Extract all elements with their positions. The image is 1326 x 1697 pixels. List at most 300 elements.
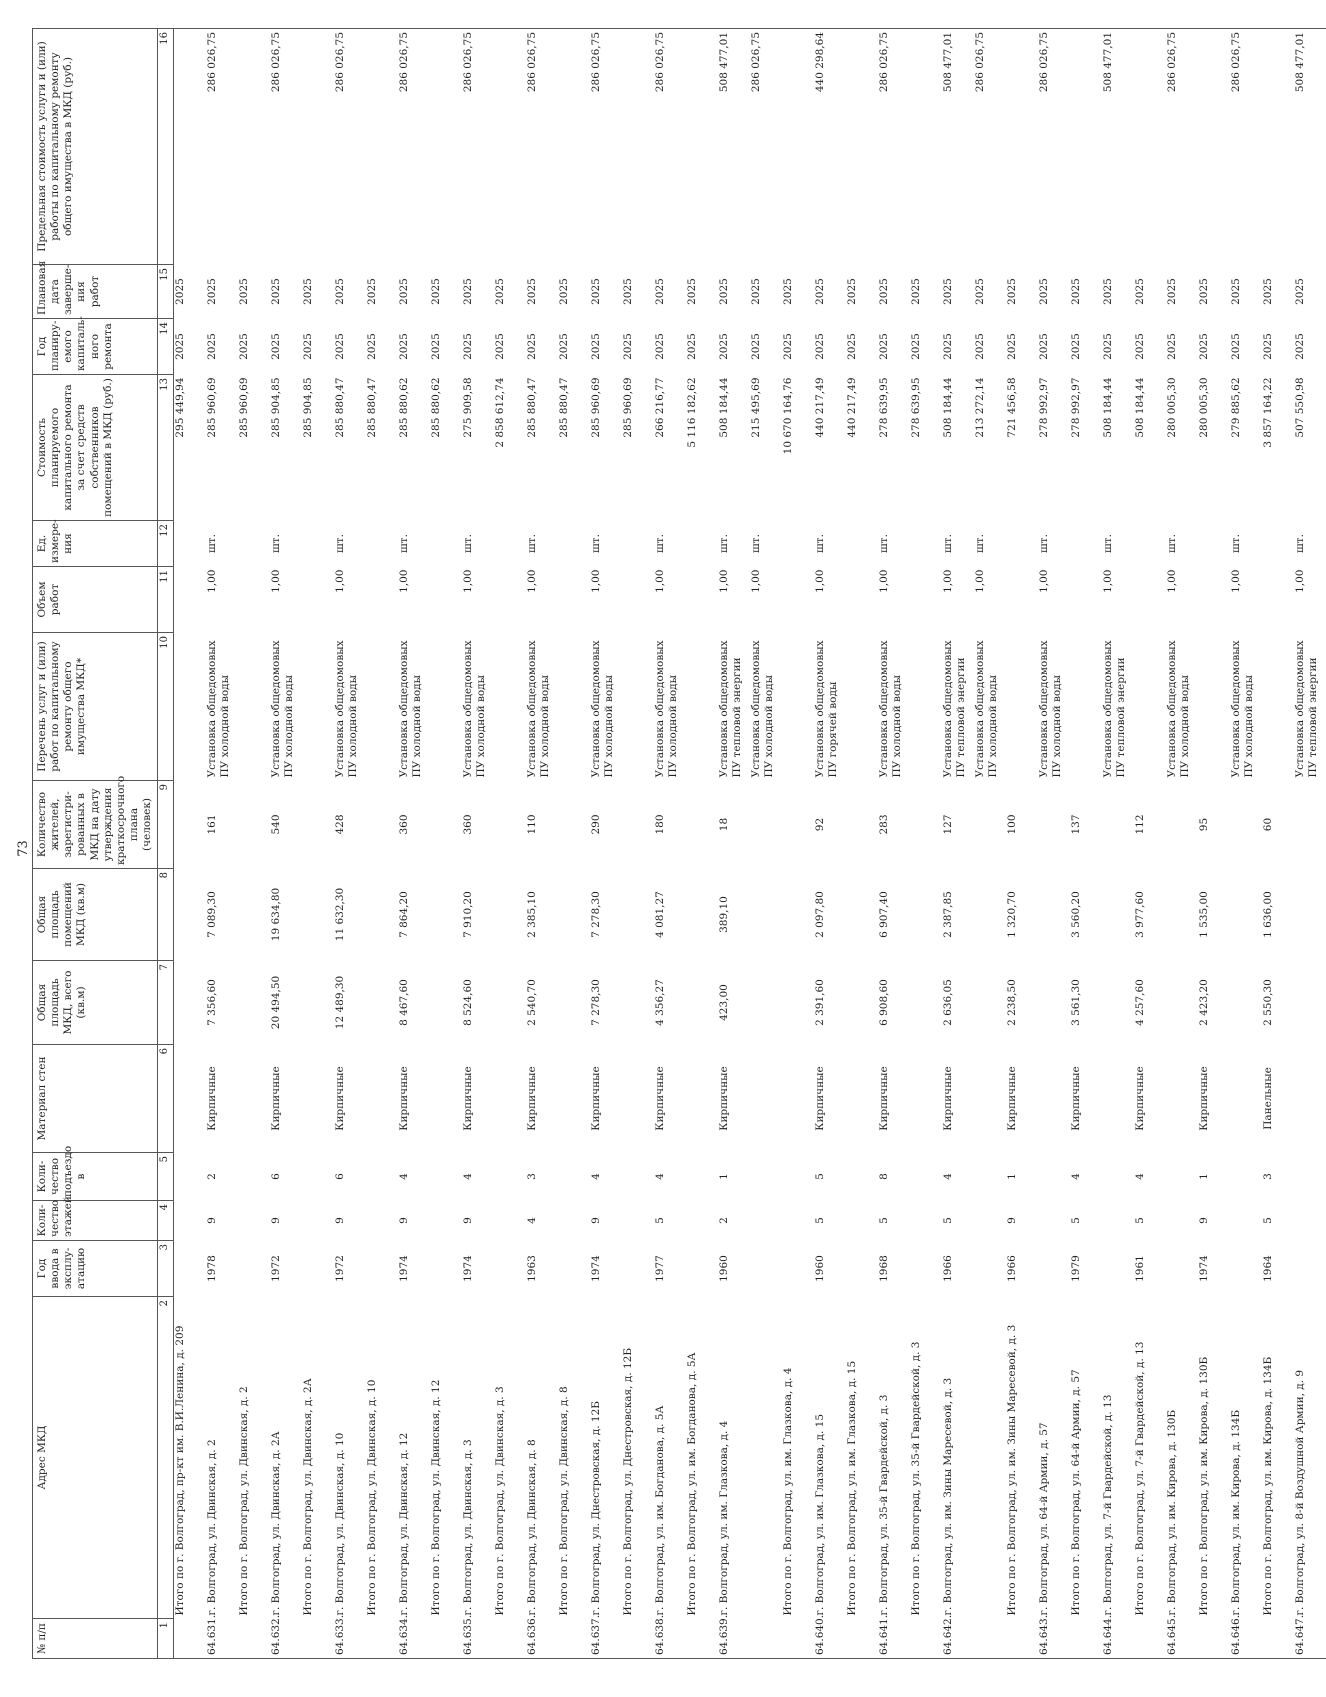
limit-cell bbox=[558, 29, 590, 265]
entrances-cell bbox=[173, 1153, 206, 1201]
area-premises-cell: 3 560,20 bbox=[1069, 891, 1082, 938]
unit-cell bbox=[238, 521, 270, 567]
area-total-cell bbox=[1230, 961, 1262, 1045]
volume-cell bbox=[686, 567, 718, 633]
col-header-residents: Количество жителей, зарегистри-рованных в МКД на дату утверждения краткосрочного плана (человек) bbox=[33, 781, 158, 869]
year-cell: 1974 bbox=[397, 1255, 410, 1282]
floors-cell: 9 bbox=[1197, 1217, 1210, 1224]
limit-cell: 286 026,75 bbox=[974, 29, 1006, 265]
plan-year-cell: 2025 bbox=[589, 333, 602, 360]
table-row bbox=[1006, 29, 1038, 1659]
year-cell: 1972 bbox=[269, 1255, 282, 1282]
address-cell bbox=[974, 1297, 1006, 1619]
area-total-cell bbox=[622, 961, 654, 1045]
material-cell bbox=[782, 1045, 814, 1153]
work-cell bbox=[173, 633, 206, 781]
end-year-cell: 2025 bbox=[1165, 278, 1178, 305]
entrances-cell bbox=[558, 1153, 590, 1201]
floors-cell: 5 bbox=[1133, 1217, 1146, 1224]
limit-cell bbox=[494, 29, 526, 265]
col-number: 5 bbox=[158, 1153, 174, 1201]
area-premises-cell: 7 089,30 bbox=[205, 891, 218, 938]
address-cell: г. Волгоград, ул. Двинская, д. 3 bbox=[461, 1439, 474, 1616]
limit-cell bbox=[1198, 29, 1230, 265]
end-year-cell: 2025 bbox=[237, 278, 250, 305]
address-cell: Итого по г. Волгоград, ул. им. Кирова, д. 134Б bbox=[1261, 1356, 1274, 1616]
cost-cell: 285 904,85 bbox=[301, 377, 314, 438]
row-number bbox=[1262, 1619, 1294, 1659]
limit-cell: 508 477,01 bbox=[1102, 29, 1134, 265]
floors-cell bbox=[1038, 1201, 1070, 1241]
unit-cell: шт. bbox=[813, 534, 826, 553]
row-number bbox=[366, 1619, 398, 1659]
floors-cell bbox=[1166, 1201, 1198, 1241]
residents-cell bbox=[1166, 781, 1198, 869]
address-cell: г. Волгоград, ул. Двинская, д. 12 bbox=[397, 1432, 410, 1616]
row-number: 64.632. bbox=[270, 1619, 302, 1659]
area-premises-cell: 3 977,60 bbox=[1133, 891, 1146, 938]
end-year-cell: 2025 bbox=[1133, 278, 1146, 305]
unit-cell bbox=[302, 521, 334, 567]
material-cell: Кирпичные bbox=[397, 1066, 410, 1131]
unit-cell: шт. bbox=[941, 534, 954, 553]
table-row bbox=[270, 29, 302, 1659]
area-premises-cell bbox=[430, 869, 462, 961]
year-cell: 1974 bbox=[461, 1255, 474, 1282]
end-year-cell: 2025 bbox=[429, 278, 442, 305]
unit-cell bbox=[173, 521, 206, 567]
plan-year-cell: 2025 bbox=[653, 333, 666, 360]
page-number: 73 bbox=[16, 840, 31, 857]
table-row bbox=[334, 29, 366, 1659]
floors-cell: 9 bbox=[333, 1217, 346, 1224]
area-premises-cell: 7 278,30 bbox=[589, 891, 602, 938]
table-row bbox=[1070, 29, 1102, 1659]
end-year-cell: 2025 bbox=[685, 278, 698, 305]
plan-year-cell: 2025 bbox=[909, 333, 922, 360]
table-row bbox=[846, 29, 878, 1659]
col-number: 11 bbox=[158, 567, 174, 633]
entrances-cell: 4 bbox=[397, 1173, 410, 1180]
area-total-cell bbox=[974, 961, 1006, 1045]
entrances-cell bbox=[686, 1153, 718, 1201]
entrances-cell bbox=[1166, 1153, 1198, 1201]
address-cell: Итого по г. Волгоград, пр-кт им. В.И.Ленина, д. 209 bbox=[173, 1325, 186, 1616]
residents-cell bbox=[238, 781, 270, 869]
unit-cell: шт. bbox=[653, 534, 666, 553]
year-cell: 1979 bbox=[1069, 1255, 1082, 1282]
work-cell: Установка общедомовых ПУ холодной воды bbox=[653, 640, 679, 778]
residents-cell bbox=[1230, 781, 1262, 869]
year-cell bbox=[238, 1241, 270, 1297]
floors-cell bbox=[910, 1201, 942, 1241]
year-cell: 1977 bbox=[653, 1255, 666, 1282]
col-number: 14 bbox=[158, 319, 174, 375]
year-cell bbox=[1038, 1241, 1070, 1297]
col-header-limit: Предельная стоимость услуги и (или) работы по капитальному ремонту общего имущества в МКД (руб.) bbox=[33, 29, 158, 265]
floors-cell bbox=[302, 1201, 334, 1241]
material-cell: Кирпичные bbox=[877, 1066, 890, 1131]
area-premises-cell bbox=[622, 869, 654, 961]
work-cell: Установка общедомовых ПУ холодной воды bbox=[973, 640, 999, 778]
area-total-cell bbox=[1294, 961, 1326, 1045]
floors-cell: 9 bbox=[397, 1217, 410, 1224]
year-cell: 1978 bbox=[205, 1255, 218, 1282]
table-row bbox=[1038, 29, 1070, 1659]
row-number: 64.645. bbox=[1166, 1619, 1198, 1659]
residents-cell: 360 bbox=[461, 814, 474, 835]
work-cell: Установка общедомовых ПУ тепловой энергии bbox=[1101, 640, 1127, 778]
volume-cell: 1,00 bbox=[1229, 569, 1242, 593]
floors-cell bbox=[366, 1201, 398, 1241]
row-number: 64.634. bbox=[398, 1619, 430, 1659]
plan-year-cell: 2025 bbox=[813, 333, 826, 360]
table-row bbox=[238, 29, 270, 1659]
residents-cell bbox=[430, 781, 462, 869]
area-total-cell bbox=[750, 961, 782, 1045]
plan-year-cell: 2025 bbox=[1261, 333, 1274, 360]
area-total-cell: 3 561,30 bbox=[1069, 979, 1082, 1026]
material-cell bbox=[1230, 1045, 1262, 1153]
limit-cell bbox=[302, 29, 334, 265]
entrances-cell bbox=[366, 1153, 398, 1201]
cost-cell: 285 960,69 bbox=[205, 377, 218, 438]
address-cell: Итого по г. Волгоград, ул. Днестровская, д. 12Б bbox=[621, 1347, 634, 1616]
floors-cell bbox=[430, 1201, 462, 1241]
residents-cell: 137 bbox=[1069, 814, 1082, 835]
floors-cell bbox=[974, 1201, 1006, 1241]
cost-cell: 5 116 182,62 bbox=[685, 377, 698, 448]
entrances-cell: 6 bbox=[333, 1173, 346, 1180]
col-number: 15 bbox=[158, 265, 174, 319]
end-year-cell: 2025 bbox=[877, 278, 890, 305]
area-total-cell bbox=[1166, 961, 1198, 1045]
plan-year-cell: 2025 bbox=[973, 333, 986, 360]
address-cell: Итого по г. Волгоград, ул. Двинская, д. 12 bbox=[429, 1379, 442, 1616]
material-cell: Кирпичные bbox=[269, 1066, 282, 1131]
residents-cell: 127 bbox=[941, 814, 954, 835]
year-cell: 1960 bbox=[813, 1255, 826, 1282]
address-cell: г. Волгоград, ул. 7-й Гвардейской, д. 13 bbox=[1101, 1394, 1114, 1616]
residents-cell bbox=[782, 781, 814, 869]
volume-cell: 1,00 bbox=[1165, 569, 1178, 593]
unit-cell: шт. bbox=[749, 534, 762, 553]
col-header-cost: Стоимость планируемого капитального ремонта за счет средств собственников помещений в МКД (руб.) bbox=[33, 375, 158, 521]
plan-year-cell: 2025 bbox=[941, 333, 954, 360]
volume-cell: 1,00 bbox=[525, 569, 538, 593]
material-cell bbox=[302, 1045, 334, 1153]
area-premises-cell: 2 385,10 bbox=[525, 891, 538, 938]
entrances-cell: 4 bbox=[941, 1173, 954, 1180]
unit-cell bbox=[846, 521, 878, 567]
limit-cell: 440 298,64 bbox=[814, 29, 846, 265]
end-year-cell: 2025 bbox=[173, 278, 186, 305]
unit-cell bbox=[494, 521, 526, 567]
area-premises-cell: 1 535,00 bbox=[1197, 891, 1210, 938]
row-number bbox=[846, 1619, 878, 1659]
table-row bbox=[974, 29, 1006, 1659]
floors-cell: 2 bbox=[717, 1217, 730, 1224]
col-header-unit: Ед. измере-ния bbox=[33, 521, 158, 567]
unit-cell bbox=[1006, 521, 1038, 567]
end-year-cell: 2025 bbox=[1101, 278, 1114, 305]
year-cell bbox=[494, 1241, 526, 1297]
limit-cell: 508 477,01 bbox=[1294, 29, 1326, 265]
year-cell: 1961 bbox=[1133, 1255, 1146, 1282]
area-total-cell bbox=[1102, 961, 1134, 1045]
material-cell bbox=[846, 1045, 878, 1153]
row-number bbox=[910, 1619, 942, 1659]
year-cell bbox=[173, 1241, 206, 1297]
year-cell bbox=[1294, 1241, 1326, 1297]
col-number: 10 bbox=[158, 633, 174, 781]
limit-cell bbox=[430, 29, 462, 265]
col-header-work: Перечень услуг и (или) работ по капитальному ремонту общего имущества МКД* bbox=[33, 633, 158, 781]
end-year-cell: 2025 bbox=[621, 278, 634, 305]
area-premises-cell bbox=[1102, 869, 1134, 961]
floors-cell bbox=[1294, 1201, 1326, 1241]
material-cell bbox=[173, 1045, 206, 1153]
material-cell bbox=[622, 1045, 654, 1153]
plan-year-cell: 2025 bbox=[1069, 333, 1082, 360]
volume-cell bbox=[1070, 567, 1102, 633]
table-row bbox=[622, 29, 654, 1659]
residents-cell: 161 bbox=[205, 814, 218, 835]
year-cell: 1964 bbox=[1261, 1255, 1274, 1282]
limit-cell bbox=[686, 29, 718, 265]
end-year-cell: 2025 bbox=[717, 278, 730, 305]
residents-cell bbox=[686, 781, 718, 869]
residents-cell bbox=[173, 781, 206, 869]
limit-cell bbox=[1070, 29, 1102, 265]
area-premises-cell: 2 097,80 bbox=[813, 891, 826, 938]
row-number: 64.646. bbox=[1230, 1619, 1262, 1659]
unit-cell bbox=[430, 521, 462, 567]
residents-cell bbox=[1294, 781, 1326, 869]
plan-year-cell: 2025 bbox=[1197, 333, 1210, 360]
residents-cell: 92 bbox=[813, 817, 826, 832]
floors-cell bbox=[622, 1201, 654, 1241]
residents-cell: 540 bbox=[269, 814, 282, 835]
limit-cell: 286 026,75 bbox=[526, 29, 558, 265]
area-premises-cell: 4 081,27 bbox=[653, 891, 666, 938]
volume-cell: 1,00 bbox=[269, 569, 282, 593]
cost-cell: 508 184,44 bbox=[1133, 377, 1146, 438]
year-cell: 1960 bbox=[717, 1255, 730, 1282]
plan-year-cell: 2025 bbox=[429, 333, 442, 360]
table-row bbox=[1294, 29, 1326, 1659]
row-number: 64.639. bbox=[718, 1619, 750, 1659]
floors-cell: 9 bbox=[461, 1217, 474, 1224]
unit-cell bbox=[558, 521, 590, 567]
cost-cell: 285 880,47 bbox=[525, 377, 538, 438]
work-cell bbox=[1262, 633, 1294, 781]
work-cell bbox=[430, 633, 462, 781]
residents-cell bbox=[910, 781, 942, 869]
col-header-year: Год ввода в эксплу-атацию bbox=[33, 1241, 158, 1297]
area-total-cell: 8 467,60 bbox=[397, 979, 410, 1026]
row-number: 64.636. bbox=[526, 1619, 558, 1659]
volume-cell: 1,00 bbox=[1037, 569, 1050, 593]
plan-year-cell: 2025 bbox=[173, 333, 186, 360]
cost-cell: 2 858 612,74 bbox=[493, 377, 506, 448]
plan-year-cell: 2025 bbox=[493, 333, 506, 360]
unit-cell: шт. bbox=[333, 534, 346, 553]
residents-cell bbox=[846, 781, 878, 869]
address-cell: г. Волгоград, ул. им. Кирова, д. 134Б bbox=[1229, 1409, 1242, 1616]
year-cell: 1974 bbox=[1197, 1255, 1210, 1282]
year-cell bbox=[430, 1241, 462, 1297]
table-row bbox=[910, 29, 942, 1659]
floors-cell: 5 bbox=[813, 1217, 826, 1224]
entrances-cell bbox=[846, 1153, 878, 1201]
address-cell: г. Волгоград, ул. 35-й Гвардейской, д. 3 bbox=[877, 1394, 890, 1616]
end-year-cell: 2025 bbox=[301, 278, 314, 305]
material-cell: Кирпичные bbox=[1005, 1066, 1018, 1131]
work-cell: Установка общедомовых ПУ холодной воды bbox=[1165, 640, 1191, 778]
residents-cell bbox=[750, 781, 782, 869]
address-cell bbox=[750, 1297, 782, 1619]
row-number bbox=[1070, 1619, 1102, 1659]
material-cell: Кирпичные bbox=[525, 1066, 538, 1131]
end-year-cell: 2025 bbox=[365, 278, 378, 305]
address-cell: г. Волгоград, ул. Двинская, д. 10 bbox=[333, 1432, 346, 1616]
work-cell bbox=[1198, 633, 1230, 781]
material-cell: Кирпичные bbox=[1069, 1066, 1082, 1131]
year-cell bbox=[750, 1241, 782, 1297]
material-cell: Кирпичные bbox=[941, 1066, 954, 1131]
plan-year-cell: 2025 bbox=[1293, 333, 1306, 360]
entrances-cell bbox=[1038, 1153, 1070, 1201]
residents-cell bbox=[558, 781, 590, 869]
volume-cell bbox=[1006, 567, 1038, 633]
table-row bbox=[1262, 29, 1294, 1659]
area-total-cell bbox=[430, 961, 462, 1045]
unit-cell bbox=[782, 521, 814, 567]
material-cell bbox=[238, 1045, 270, 1153]
material-cell bbox=[1294, 1045, 1326, 1153]
area-total-cell bbox=[910, 961, 942, 1045]
end-year-cell: 2025 bbox=[653, 278, 666, 305]
limit-cell bbox=[173, 29, 206, 265]
cost-cell: 285 880,47 bbox=[557, 377, 570, 438]
col-number: 1 bbox=[158, 1619, 174, 1659]
table-row bbox=[590, 29, 622, 1659]
plan-year-cell: 2025 bbox=[1101, 333, 1114, 360]
address-cell: г. Волгоград, ул. им. Зины Маресевой, д. 3 bbox=[941, 1377, 954, 1616]
floors-cell: 5 bbox=[1069, 1217, 1082, 1224]
volume-cell: 1,00 bbox=[205, 569, 218, 593]
volume-cell: 1,00 bbox=[589, 569, 602, 593]
end-year-cell: 2025 bbox=[269, 278, 282, 305]
work-cell: Установка общедомовых ПУ холодной воды bbox=[525, 640, 551, 778]
unit-cell: шт. bbox=[589, 534, 602, 553]
cost-cell: 508 184,44 bbox=[717, 377, 730, 438]
residents-cell: 95 bbox=[1197, 817, 1210, 832]
residents-cell bbox=[974, 781, 1006, 869]
row-number: 64.642. bbox=[942, 1619, 974, 1659]
area-total-cell: 2 391,60 bbox=[813, 979, 826, 1026]
area-total-cell: 423,00 bbox=[717, 984, 730, 1021]
cost-cell: 278 639,95 bbox=[877, 377, 890, 438]
address-cell: Итого по г. Волгоград, ул. Двинская, д. 8 bbox=[557, 1386, 570, 1616]
area-premises-cell bbox=[238, 869, 270, 961]
col-header-num: № п/п bbox=[33, 1619, 158, 1659]
plan-year-cell: 2025 bbox=[1133, 333, 1146, 360]
table-row bbox=[1134, 29, 1166, 1659]
area-total-cell: 2 423,20 bbox=[1197, 979, 1210, 1026]
end-year-cell: 2025 bbox=[205, 278, 218, 305]
floors-cell: 4 bbox=[525, 1217, 538, 1224]
limit-cell bbox=[238, 29, 270, 265]
address-cell: Итого по г. Волгоград, ул. им. Глазкова, д. 15 bbox=[845, 1360, 858, 1616]
col-header-end-year: Плановая дата заверше-ния работ bbox=[33, 265, 158, 319]
end-year-cell: 2025 bbox=[333, 278, 346, 305]
limit-cell bbox=[622, 29, 654, 265]
plan-year-cell: 2025 bbox=[269, 333, 282, 360]
col-number: 12 bbox=[158, 521, 174, 567]
material-cell bbox=[558, 1045, 590, 1153]
entrances-cell: 5 bbox=[813, 1173, 826, 1180]
unit-cell bbox=[1070, 521, 1102, 567]
plan-year-cell: 2025 bbox=[621, 333, 634, 360]
volume-cell bbox=[1198, 567, 1230, 633]
cost-cell: 278 992,97 bbox=[1069, 377, 1082, 438]
year-cell bbox=[846, 1241, 878, 1297]
cost-cell: 508 184,44 bbox=[1101, 377, 1114, 438]
area-premises-cell bbox=[1038, 869, 1070, 961]
address-cell: г. Волгоград, ул. Двинская, д. 8 bbox=[525, 1439, 538, 1616]
table-row bbox=[366, 29, 398, 1659]
unit-cell: шт. bbox=[269, 534, 282, 553]
area-total-cell: 20 494,50 bbox=[269, 975, 282, 1030]
cost-cell: 278 992,97 bbox=[1037, 377, 1050, 438]
material-cell: Панельные bbox=[1261, 1067, 1274, 1130]
area-total-cell: 12 489,30 bbox=[333, 975, 346, 1030]
col-header-floors: Коли-чество этажей bbox=[33, 1201, 158, 1241]
table-row bbox=[1102, 29, 1134, 1659]
entrances-cell bbox=[1230, 1153, 1262, 1201]
limit-cell: 286 026,75 bbox=[878, 29, 910, 265]
entrances-cell: 4 bbox=[1133, 1173, 1146, 1180]
row-number: 64.633. bbox=[334, 1619, 366, 1659]
area-premises-cell bbox=[686, 869, 718, 961]
end-year-cell: 2025 bbox=[1261, 278, 1274, 305]
entrances-cell bbox=[430, 1153, 462, 1201]
end-year-cell: 2025 bbox=[1037, 278, 1050, 305]
work-cell bbox=[782, 633, 814, 781]
year-cell bbox=[366, 1241, 398, 1297]
cost-cell: 285 960,69 bbox=[621, 377, 634, 438]
table-row bbox=[302, 29, 334, 1659]
table-row bbox=[718, 29, 750, 1659]
end-year-cell: 2025 bbox=[525, 278, 538, 305]
area-premises-cell: 1 320,70 bbox=[1005, 891, 1018, 938]
unit-cell: шт. bbox=[525, 534, 538, 553]
area-premises-cell: 7 910,20 bbox=[461, 891, 474, 938]
unit-cell: шт. bbox=[205, 534, 218, 553]
residents-cell: 112 bbox=[1133, 814, 1146, 835]
volume-cell bbox=[430, 567, 462, 633]
floors-cell bbox=[238, 1201, 270, 1241]
cost-cell: 295 449,94 bbox=[173, 377, 186, 438]
plan-year-cell: 2025 bbox=[1005, 333, 1018, 360]
row-number bbox=[750, 1619, 782, 1659]
volume-cell bbox=[622, 567, 654, 633]
area-premises-cell bbox=[1230, 869, 1262, 961]
floors-cell: 5 bbox=[941, 1217, 954, 1224]
area-total-cell: 4 257,60 bbox=[1133, 979, 1146, 1026]
